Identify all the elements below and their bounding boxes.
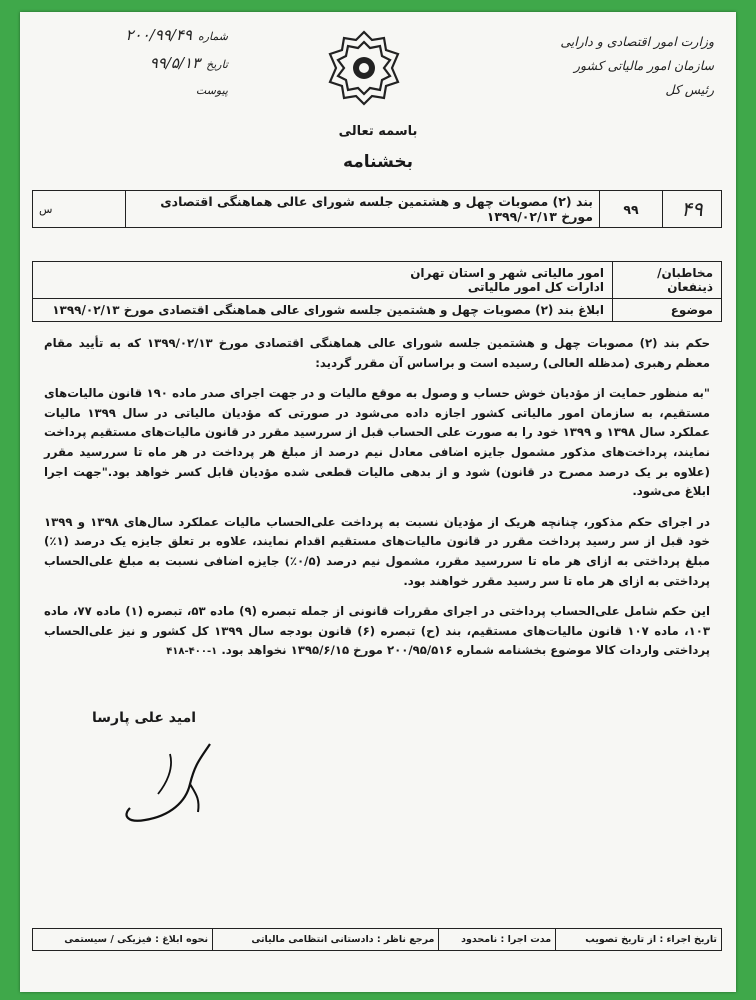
date-label: تاریخ (206, 58, 228, 71)
body-paragraph: در اجرای حکم مذکور، چنانچه هریک از مؤدیان نسبت به پرداخت علی‌الحساب مالیات عملکرد سال‌های ۱۳۹۸ و ۱۳۹۹ خود قبل از سر رسید پرداخت مقرر در قانون مالیات‌های مستقیم اقدام نمایند، علاوه بر تعلق جایزه یک درصد (۱٪) مبلغ پرداختی به ازای هر ماه تا سررسید مقرر، مشمول نیم درصد (۰/۵٪) جایزه اضافی نسبت به مبلغ علی‌الحساب پرداختی به ازای هر ماه تا سر رسید مقرر خواهند بود. (44, 514, 711, 588)
basmala: باسمه تعالی (338, 124, 418, 139)
footer-supervisor: مرجع ناظر : دادستانی انتظامی مالیاتی (213, 929, 439, 951)
tax-organization-emblem-icon (326, 30, 402, 106)
footer-table (32, 928, 722, 951)
body-paragraph: حکم بند (۲) مصوبات چهل و هشتمین جلسه شورای عالی هماهنگی اقتصادی مورخ ۱۳۹۹/۰۲/۱۳ که به تأیید مقام معظم رهبری (مدظله العالی) رسیده است و براساس آن مقرر گردید: (44, 336, 710, 370)
addressee-table (32, 261, 722, 322)
footer-delivery-method: نحوه ابلاغ : فیزیکی / سیستمی (33, 929, 213, 951)
footer-execution-date: تاریخ اجراء : از تاریخ تصویب (556, 929, 722, 951)
body-paragraph: "به منظور حمایت از مؤدیان خوش حساب و وصول به موقع مالیات و در جهت اجرای صدر ماده ۱۹۰ قانون مالیات‌های مستقیم، به سازمان امور مالیاتی کشور اجازه داده می‌شود در صورتی که مؤدیان مالیاتی در سال ۱۳۹۹ مالیات عملکرد سال ۱۳۹۸ و ۱۳۹۹ خود را به صورت علی الحساب قبل از سررسید مقرر در قانون مالیات‌های مستقیم پرداخت نمایند، پرداخت‌های مذکور مشمول جایزه اضافی معادل نیم درصد از مبلغ هر پرداخت در هر ماه تا سررسید مقرر (علاوه بر یک درصد مصرح در قانون) شود و از بدهی مالیات قطعی شده مؤدیان قابل کسر خواهد بود."جهت اجرا ابلاغ می‌شود. (44, 386, 710, 499)
org-line: سازمان امور مالیاتی کشور (574, 58, 714, 73)
body-reference-note: ۱-۴۰۰-۴۱۸ (166, 646, 218, 658)
addressee-line: امور مالیاتی شهر و استان تهران (410, 266, 604, 280)
organization-header (484, 30, 714, 102)
reference-number: ۹۹ (600, 191, 663, 228)
reference-table (32, 190, 722, 228)
reference-year-label: س (33, 191, 126, 228)
number-value: ۲۰۰/۹۹/۴۹ (125, 26, 192, 44)
reference-subject: بند (۲) مصوبات چهل و هشتمین جلسه شورای عالی هماهنگی اقتصادی مورخ ۱۳۹۹/۰۲/۱۳ (126, 191, 600, 228)
document-body (44, 334, 710, 673)
document-title: بخشنامه (342, 152, 414, 172)
addressees-label: مخاطبان/ذینفعان (613, 262, 722, 299)
subject-label: موضوع (613, 299, 722, 322)
document-meta (38, 22, 228, 104)
org-line: رئیس کل (665, 82, 714, 97)
org-line: وزارت امور اقتصادی و دارایی (560, 34, 714, 49)
circular-document (20, 12, 736, 992)
handwritten-number: ۴۹ (663, 191, 722, 228)
addressee-line: ادارات کل امور مالیاتی (467, 280, 604, 294)
attachment-label: پیوست (195, 84, 228, 97)
signature-icon (100, 724, 240, 834)
body-paragraph-text: این حکم شامل علی‌الحساب پرداختی در اجرای مقررات قانونی از جمله تبصره (۹) ماده ۵۳، تبصره (۱) ماده ۷۷، ماده ۱۰۳، ماده ۱۰۷ قانون مالیات‌های مستقیم، بند (ح) تبصره (۶) قانون بودجه سال ۱۳۹۹ کل کشور و نیز علی‌الحساب پرداختی واردات کالا موضوع بخشنامه شماره ۲۰۰/۹۵/۵۱۶ مورخ ۱۳۹۵/۶/۱۵ نخواهد بود. (44, 604, 710, 658)
signer-name: امید علی پارسا (92, 710, 197, 726)
addressees-list (33, 262, 613, 299)
date-value: ۹۹/۵/۱۳ (149, 54, 201, 72)
footer-duration: مدت اجرا : نامحدود (439, 929, 556, 951)
subject-value: ابلاغ بند (۲) مصوبات چهل و هشتمین جلسه شورای عالی هماهنگی اقتصادی مورخ ۱۳۹۹/۰۲/۱۳ (33, 299, 613, 322)
body-paragraph (44, 602, 710, 662)
number-label: شماره (197, 30, 228, 43)
